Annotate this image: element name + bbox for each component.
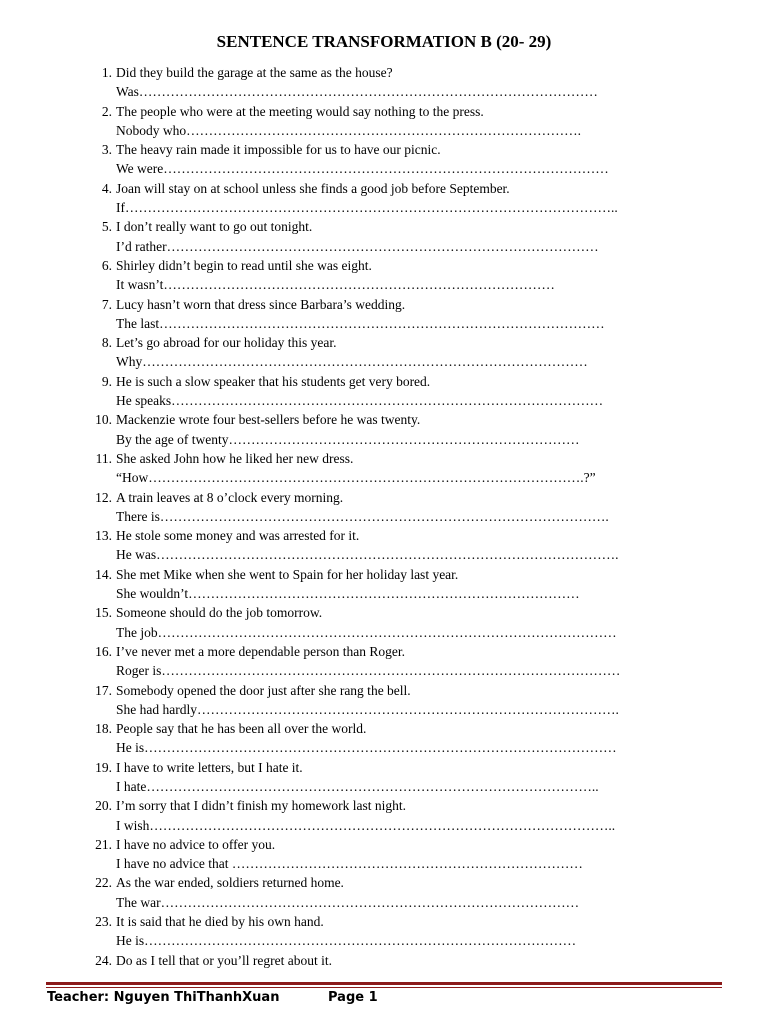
exercise-question: I’m sorry that I didn’t finish my homework last night. xyxy=(116,798,406,814)
exercise-answer-line: Roger is………………………………………………………………………………………… xyxy=(116,663,621,679)
exercise-number: 1. xyxy=(101,65,112,80)
exercise-item xyxy=(0,526,768,565)
exercise-answer-line: By the age of twenty…………………………………………………………………… xyxy=(116,431,580,447)
footer-divider-thin xyxy=(46,987,722,988)
exercise-item xyxy=(0,179,768,218)
exercise-item xyxy=(0,719,768,758)
exercise-question: Shirley didn’t begin to read until she was eight. xyxy=(116,257,372,273)
exercise-number: 5. xyxy=(101,219,112,235)
exercise-answer-line: The war………………………………………………………………………………… xyxy=(116,894,580,910)
exercise-list xyxy=(0,63,768,989)
exercise-number: 10. xyxy=(95,412,112,428)
exercise-number: 8. xyxy=(101,335,112,351)
exercise-question: He is such a slow speaker that his students get very bored. xyxy=(116,373,431,389)
exercise-answer-line: The last……………………………………………………………………………………… xyxy=(116,315,605,331)
exercise-number: 13. xyxy=(95,528,112,544)
exercise-number: 15. xyxy=(95,605,112,621)
exercise-answer-line: He is…………………………………………………………………………………………… xyxy=(116,740,617,756)
exercise-item xyxy=(0,681,768,720)
exercise-answer-line: If……………………………………………………………………………………………….. xyxy=(116,200,618,216)
exercise-answer-line: He is…………………………………………………………………………………… xyxy=(116,933,577,949)
footer-teacher: Teacher: Nguyen ThiThanhXuan xyxy=(47,990,280,1005)
exercise-question: Lucy hasn’t worn that dress since Barbara’s wedding. xyxy=(116,296,406,312)
exercise-number: 4. xyxy=(101,180,112,196)
exercise-question: I have no advice to offer you. xyxy=(116,836,276,852)
exercise-number: 2. xyxy=(101,103,112,119)
exercise-number: 18. xyxy=(95,721,112,737)
exercise-answer-line: We were……………………………………………………………………………………… xyxy=(116,161,609,177)
exercise-item xyxy=(0,796,768,835)
exercise-item xyxy=(0,217,768,256)
exercise-answer-line: I have no advice that …………………………………………………………………… xyxy=(116,856,583,872)
exercise-question: Let’s go abroad for our holiday this year. xyxy=(116,335,337,351)
exercise-item xyxy=(0,63,768,102)
exercise-item xyxy=(0,912,768,951)
exercise-item xyxy=(0,102,768,141)
exercise-answer-line: He speaks…………………………………………………………………………………… xyxy=(116,393,604,409)
exercise-item xyxy=(0,256,768,295)
exercise-number: 23. xyxy=(95,914,112,930)
exercise-answer-line: I’d rather…………………………………………………………………………………… xyxy=(116,238,599,254)
exercise-question: She asked John how he liked her new dress. xyxy=(116,450,354,466)
exercise-item xyxy=(0,873,768,912)
exercise-answer-line: I wish………………………………………………………………………………………….. xyxy=(116,817,616,833)
exercise-question: It is said that he died by his own hand. xyxy=(116,914,324,930)
exercise-question: Do as I tell that or you’ll regret about it. xyxy=(116,952,332,968)
exercise-answer-line: There is………………………………………………………………………………………. xyxy=(116,508,609,524)
exercise-answer-line: The job………………………………………………………………………………………… xyxy=(116,624,617,640)
exercise-question: The people who were at the meeting would say nothing to the press. xyxy=(116,103,484,119)
footer-page-number: Page 1 xyxy=(328,990,378,1005)
exercise-number: 11. xyxy=(95,450,112,466)
exercise-number: 20. xyxy=(95,798,112,814)
exercise-question: Someone should do the job tomorrow. xyxy=(116,605,323,621)
exercise-item xyxy=(0,835,768,874)
exercise-answer-line: Was………………………………………………………………………………………… xyxy=(116,84,598,100)
exercise-item xyxy=(0,642,768,681)
exercise-answer-line: He was…………………………………………………………………………………………. xyxy=(116,547,619,563)
exercise-item xyxy=(0,488,768,527)
page-title: SENTENCE TRANSFORMATION B (20- 29) xyxy=(216,32,552,51)
exercise-question: As the war ended, soldiers returned home. xyxy=(116,875,344,891)
exercise-number: 17. xyxy=(95,682,112,698)
exercise-number: 16. xyxy=(95,643,112,659)
exercise-number: 12. xyxy=(95,489,112,505)
exercise-number: 9. xyxy=(101,373,112,389)
exercise-number: 21. xyxy=(95,836,112,852)
exercise-question: I’ve never met a more dependable person than Roger. xyxy=(116,643,406,659)
exercise-question: A train leaves at 8 o’clock every morning. xyxy=(116,489,344,505)
exercise-question: Somebody opened the door just after she rang the bell. xyxy=(116,682,411,698)
exercise-question: Mackenzie wrote four best-sellers before he was twenty. xyxy=(116,412,421,428)
exercise-answer-line: She wouldn’t…………………………………………………………………………… xyxy=(116,586,580,602)
exercise-number: 3. xyxy=(101,142,112,158)
exercise-question: The heavy rain made it impossible for us to have our picnic. xyxy=(116,142,441,158)
exercise-question: Joan will stay on at school unless she finds a good job before September. xyxy=(116,180,510,196)
exercise-number: 19. xyxy=(95,759,112,775)
exercise-item xyxy=(0,295,768,334)
exercise-question: She met Mike when she went to Spain for her holiday last year. xyxy=(116,566,459,582)
exercise-answer-line: Nobody who……………………………………………………………………………. xyxy=(116,122,581,138)
exercise-number: 7. xyxy=(101,296,112,312)
exercise-question: He stole some money and was arrested for it. xyxy=(116,528,360,544)
exercise-question: I don’t really want to go out tonight. xyxy=(116,219,313,235)
exercise-answer-line: It wasn’t…………………………………………………………………………… xyxy=(116,277,555,293)
exercise-answer-line: I hate……………………………………………………………………………………….. xyxy=(116,778,599,794)
exercise-answer-line: She had hardly…………………………………………………………………………………. xyxy=(116,701,619,717)
exercise-item xyxy=(0,333,768,372)
exercise-number: 14. xyxy=(95,566,112,582)
exercise-number: 24. xyxy=(95,952,112,968)
footer-divider-thick xyxy=(46,982,722,985)
exercise-item xyxy=(0,140,768,179)
exercise-answer-line: “How…………………………………………………………………………………….?” xyxy=(116,470,596,486)
exercise-item xyxy=(0,410,768,449)
exercise-answer-line: Why……………………………………………………………………………………… xyxy=(116,354,588,370)
exercise-question: People say that he has been all over the world. xyxy=(116,721,367,737)
exercise-question: I have to write letters, but I hate it. xyxy=(116,759,303,775)
exercise-item xyxy=(0,603,768,642)
exercise-question: Did they build the garage at the same as the house? xyxy=(116,65,393,80)
exercise-item xyxy=(0,449,768,488)
exercise-number: 6. xyxy=(101,257,112,273)
exercise-item xyxy=(0,758,768,797)
exercise-item xyxy=(0,372,768,411)
exercise-item xyxy=(0,565,768,604)
exercise-number: 22. xyxy=(95,875,112,891)
